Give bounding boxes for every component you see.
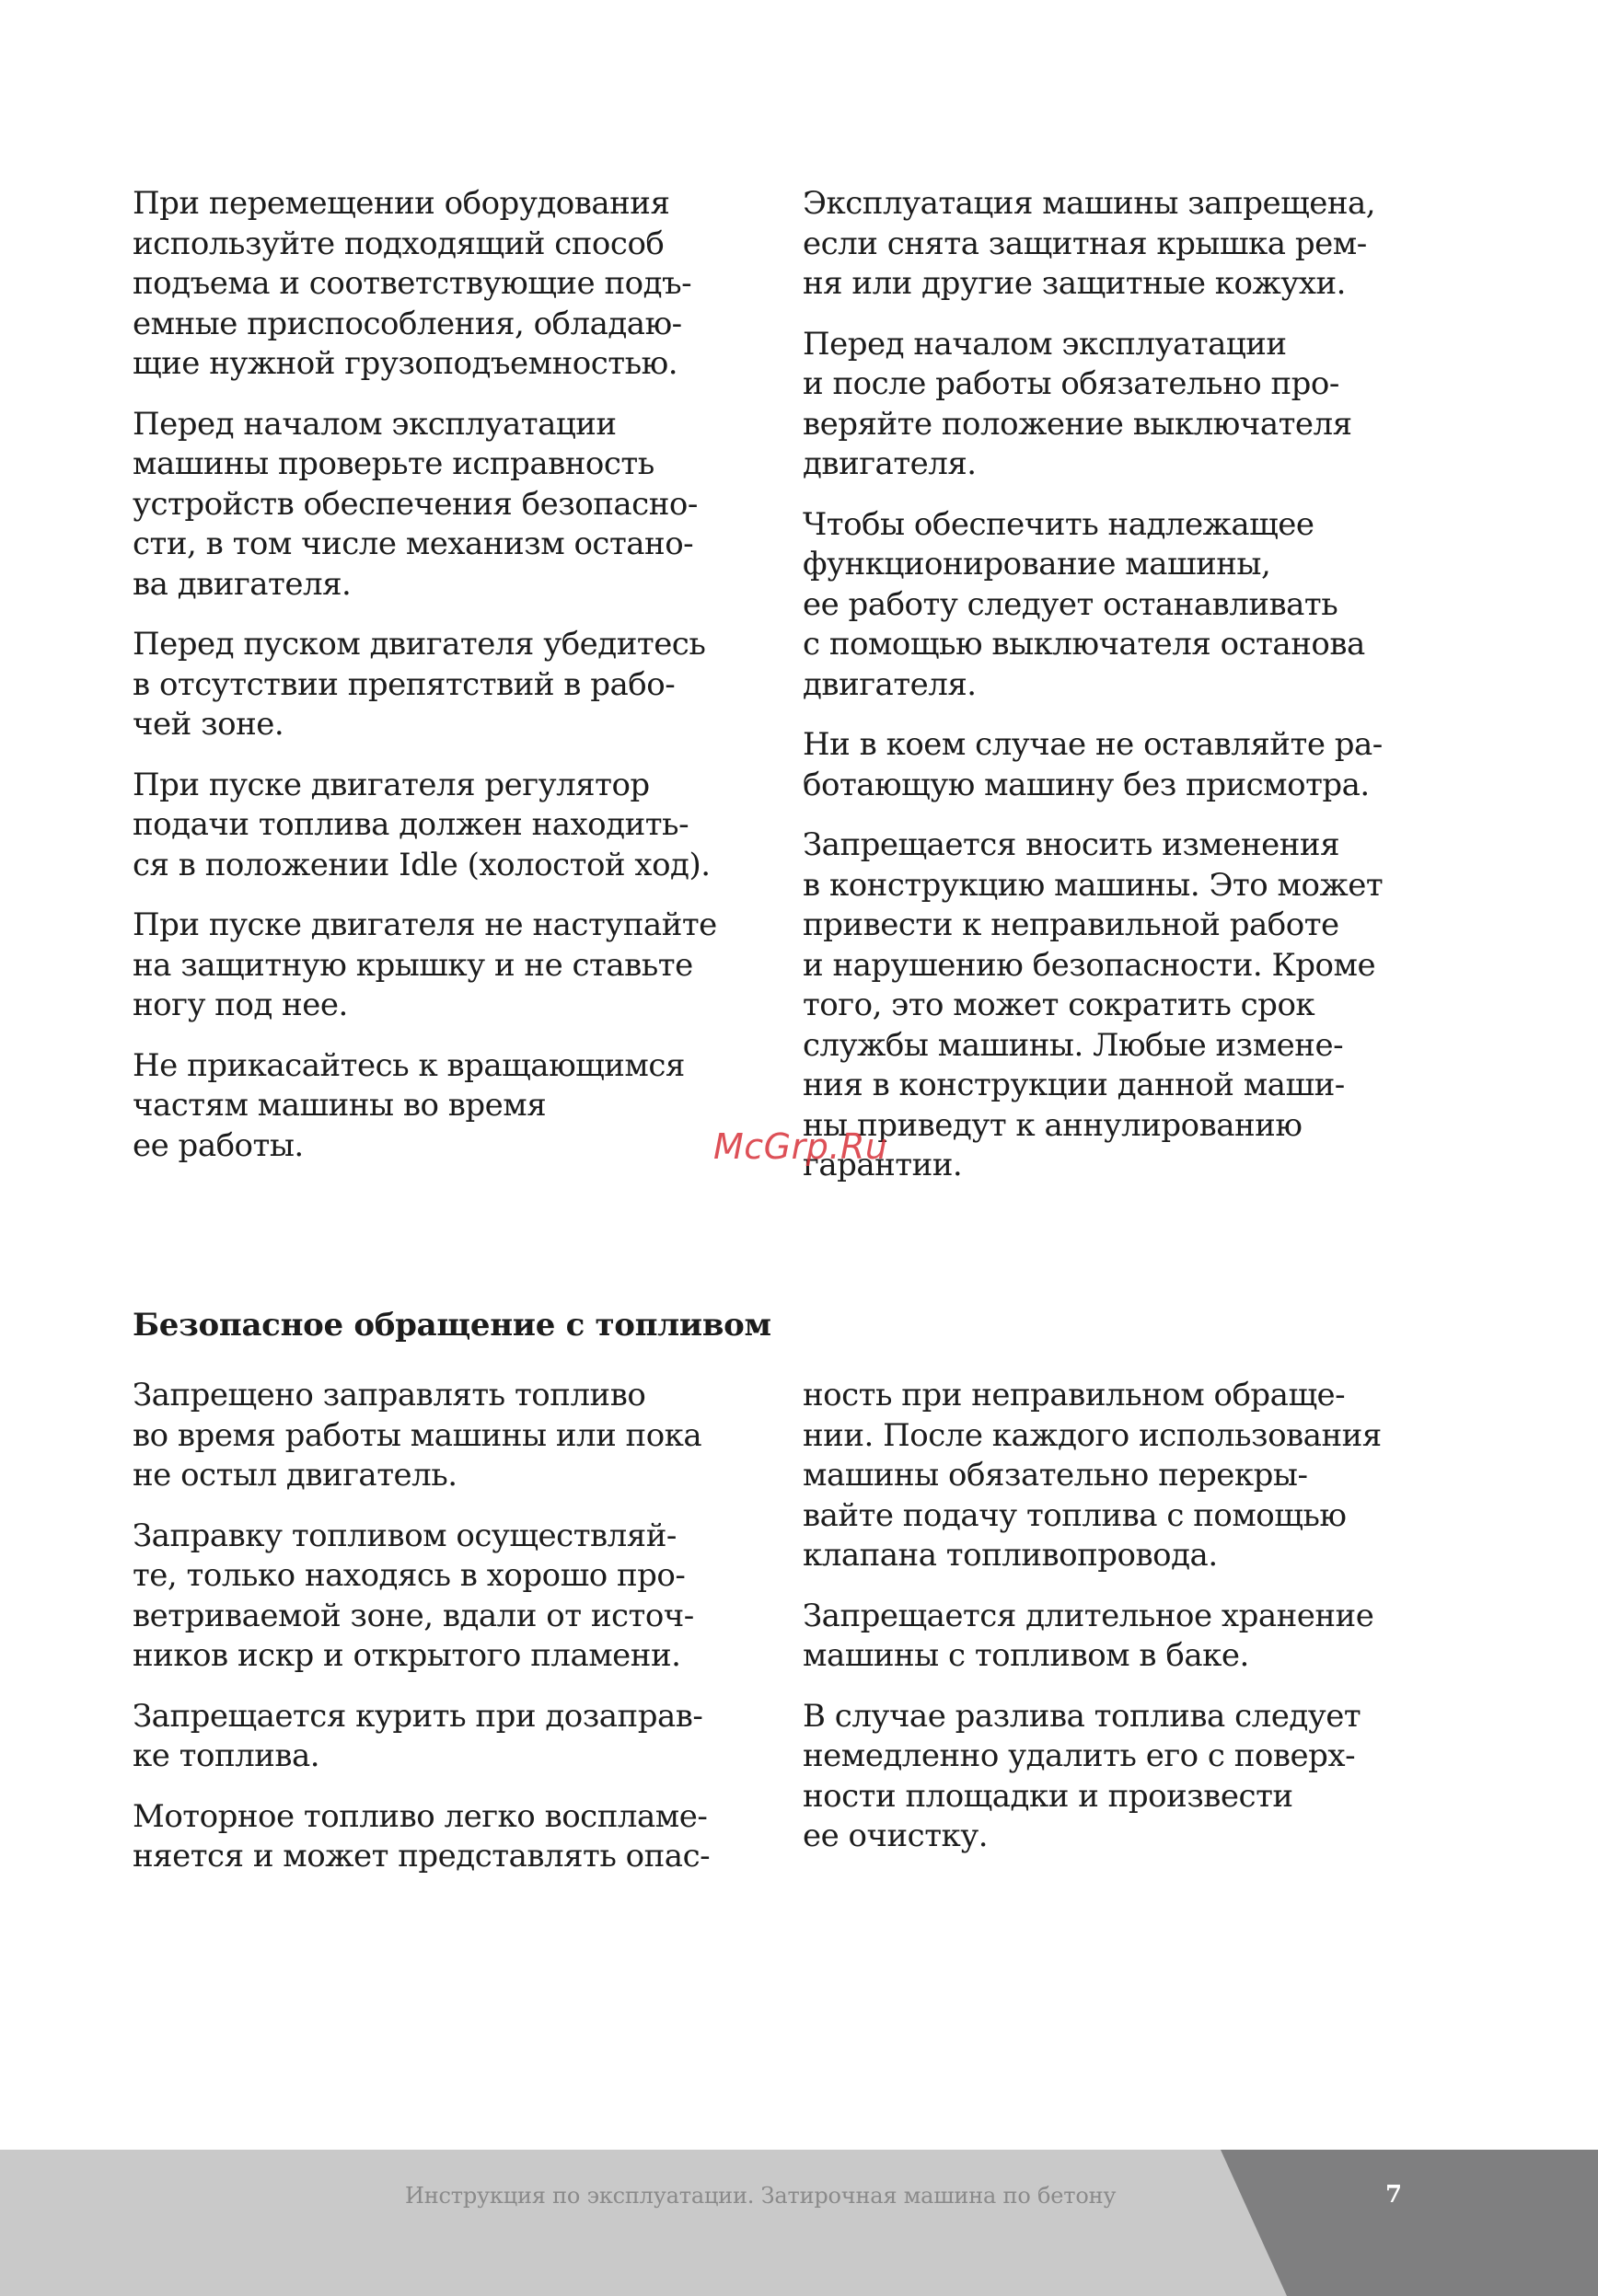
paragraph: Запрещается длительное хранение машины с топливом в баке. bbox=[803, 1597, 1374, 1674]
watermark: McGrp.Ru bbox=[713, 1126, 888, 1167]
paragraph: Моторное топливо легко воспламе- няется и может представлять опас- bbox=[133, 1797, 711, 1875]
paragraph: Заправку топливом осуществляй- те, только находясь в хорошо про- ветриваемой зоне, вдали от источ- ников искр и открытого пламени. bbox=[133, 1517, 694, 1674]
paragraph: Запрещено заправлять топливо во время работы машины или пока не остыл двигатель. bbox=[133, 1377, 702, 1494]
paragraph: Запрещается курить при дозаправ- ке топлива. bbox=[133, 1697, 703, 1774]
paragraph: Перед пуском двигателя убедитесь в отсутствии препятствий в рабо- чей зоне. bbox=[133, 626, 706, 743]
paragraph: Эксплуатация машины запрещена, если снята защитная крышка рем- ня или другие защитные кожухи. bbox=[803, 185, 1376, 302]
paragraph: При перемещении оборудования используйте подходящий способ подъема и соответствующие подъ- емные приспособления, обладаю- щие нужной грузоподъемностью. bbox=[133, 185, 692, 382]
paragraph: Перед началом эксплуатации и после работы обязательно про- веряйте положение выключателя двигателя. bbox=[803, 325, 1352, 482]
fuel-section bbox=[133, 1302, 1421, 1875]
paragraph: Перед началом эксплуатации машины проверьте исправность устройств обеспечения безопасно- сти, в том числе механизм остано- ва двигателя. bbox=[133, 405, 698, 603]
paragraph: Не прикасайтесь к вращающимся частям машины во время ее работы. bbox=[133, 1046, 685, 1164]
paragraph: При пуске двигателя не наступайте на защитную крышку и не ставьте ногу под нее. bbox=[133, 906, 717, 1023]
paragraph: ность при неправильном обраще- нии. После каждого использования машины обязательно перекры- вайте подачу топлива с помощью клапана топливопровода. bbox=[803, 1377, 1382, 1574]
fuel-right-column bbox=[803, 1376, 1419, 1877]
safety-right-column bbox=[803, 184, 1419, 1206]
footer-title: Инструкция по эксплуатации. Затирочная машина по бетону bbox=[405, 2183, 1117, 2209]
paragraph: В случае разлива топлива следует немедленно удалить его с поверх- ности площадки и произвести ее очистку. bbox=[803, 1697, 1361, 1854]
footer-bar bbox=[0, 2150, 1598, 2296]
paragraph: Ни в коем случае не оставляйте ра- ботающую машину без присмотра. bbox=[803, 726, 1383, 803]
safety-left-column bbox=[133, 184, 749, 1186]
paragraph: Чтобы обеспечить надлежащее функционирование машины, ее работу следует останавливать с помощью выключателя останова двигателя. bbox=[803, 505, 1365, 703]
paragraph: При пуске двигателя регулятор подачи топлива должен находить- ся в положении Idle (холостой ход). bbox=[133, 766, 711, 883]
paragraph: Запрещается вносить изменения в конструкцию машины. Это может привести к неправильной работе и нарушению безопасности. Кроме того, это может сократить срок службы машины. Любые измене- ния в конструкции данной маши- ны приведут к аннулированию гарантии. bbox=[803, 826, 1384, 1183]
footer-page-tab bbox=[0, 2150, 1598, 2296]
page-number: 7 bbox=[1385, 2181, 1403, 2209]
fuel-left-column bbox=[133, 1376, 749, 1898]
section-title: Безопасное обращение с топливом bbox=[133, 1307, 771, 1344]
